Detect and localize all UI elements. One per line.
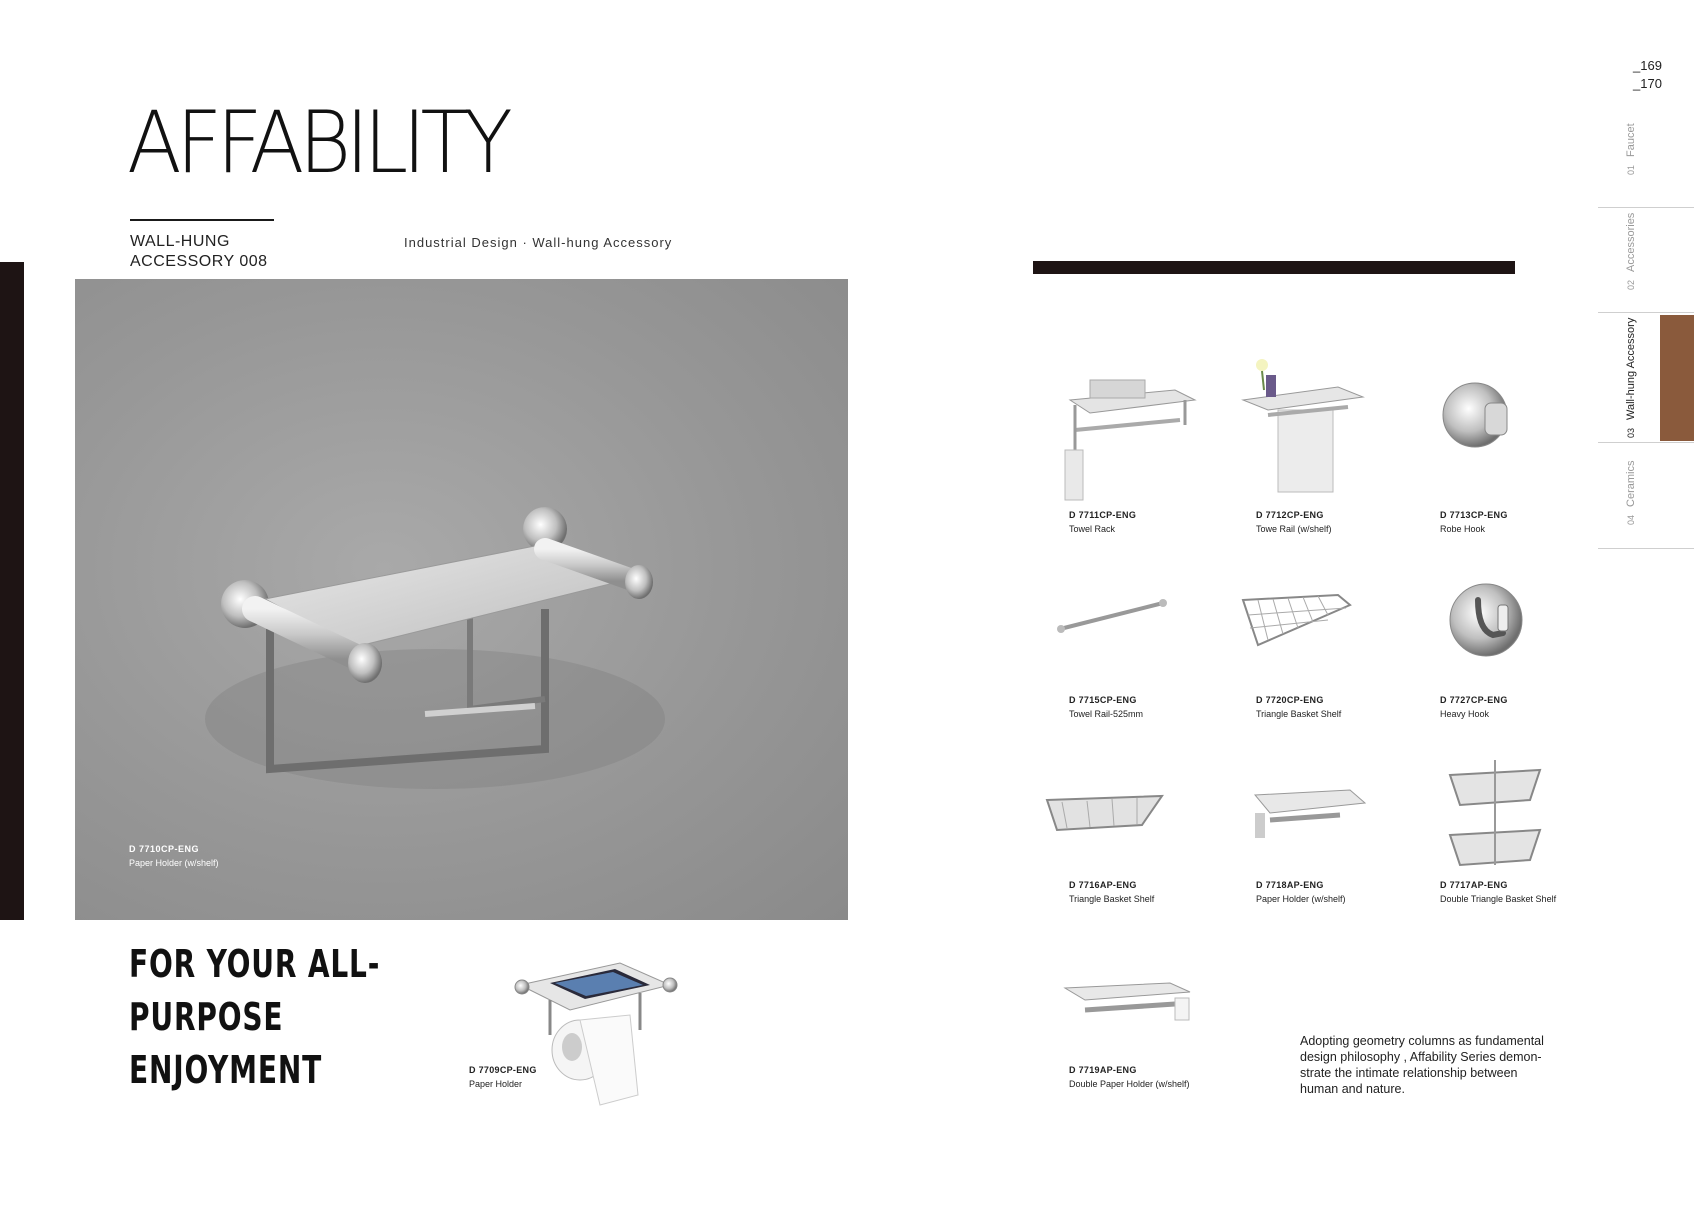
sidebar-item-faucet[interactable] <box>1625 123 1637 175</box>
product-name: Paper Holder <box>469 1079 523 1089</box>
product-code: D 7719AP-ENG <box>1069 1065 1137 1075</box>
product-name: Towel Rail-525mm <box>1069 709 1144 719</box>
sidebar-item-number: 02 <box>1626 279 1636 290</box>
product-caption-6 <box>1440 693 1508 721</box>
product-caption-5 <box>1256 693 1341 721</box>
product-image-heavy-hook <box>1448 575 1528 665</box>
hero-product-code: D 7710CP-ENG <box>129 844 200 854</box>
product-code: D 7713CP-ENG <box>1440 510 1508 520</box>
featured-product-caption <box>469 1063 537 1091</box>
sidebar-divider <box>1598 442 1694 443</box>
product-image-paper-holder-shelf <box>1250 785 1370 845</box>
section-bar <box>1033 261 1515 274</box>
product-code: D 7717AP-ENG <box>1440 880 1508 890</box>
slogan-line-3: ENJOYMENT <box>129 1048 323 1092</box>
product-name: Triangle Basket Shelf <box>1256 709 1342 719</box>
series-line-2: ACCESSORY 008 <box>130 253 268 270</box>
series-label <box>130 232 268 272</box>
sidebar-item-ceramics[interactable] <box>1625 460 1637 525</box>
sidebar-item-wall-hung-accessory[interactable] <box>1625 317 1637 438</box>
product-code: D 7715CP-ENG <box>1069 695 1137 705</box>
title-rule <box>130 219 274 221</box>
hero-caption <box>129 842 219 870</box>
description-line: Adopting geometry columns as fundamental <box>1300 1034 1544 1048</box>
product-image-towel-rack <box>1060 375 1200 505</box>
product-image-towel-rail <box>1055 595 1170 635</box>
hero-photo <box>75 279 848 920</box>
product-name: Paper Holder (w/shelf) <box>1256 894 1346 904</box>
series-line-1: WALL-HUNG <box>130 233 230 250</box>
product-caption-8 <box>1256 878 1346 906</box>
page-numbers <box>1633 57 1662 93</box>
product-code: D 7711CP-ENG <box>1069 510 1137 520</box>
series-description <box>1300 1033 1570 1097</box>
product-code: D 7727CP-ENG <box>1440 695 1508 705</box>
product-caption-10 <box>1069 1063 1190 1091</box>
description-line: human and nature. <box>1300 1082 1405 1096</box>
tagline: Industrial Design · Wall-hung Accessory <box>404 235 673 250</box>
product-code: D 7709CP-ENG <box>469 1065 537 1075</box>
product-name: Triangle Basket Shelf <box>1069 894 1155 904</box>
sidebar-item-label: Wall-hung Accessory <box>1625 317 1637 420</box>
sidebar-divider <box>1598 312 1694 313</box>
hero-product-name: Paper Holder (w/shelf) <box>129 858 219 868</box>
product-name: Towel Rack <box>1069 524 1116 534</box>
paper-holder-shelf-illustration <box>75 279 848 920</box>
product-code: D 7712CP-ENG <box>1256 510 1324 520</box>
slogan-line-1: FOR YOUR ALL- <box>129 942 381 986</box>
product-name: Towe Rail (w/shelf) <box>1256 524 1332 534</box>
sidebar-item-label: Faucet <box>1625 123 1637 157</box>
product-name: Double Triangle Basket Shelf <box>1440 894 1557 904</box>
slogan-line-2: PURPOSE <box>129 995 284 1039</box>
product-image-triangle-basket <box>1238 590 1353 650</box>
product-caption-4 <box>1069 693 1143 721</box>
sidebar-item-label: Accessories <box>1625 212 1637 272</box>
product-code: D 7718AP-ENG <box>1256 880 1324 890</box>
product-image-towel-rail-shelf <box>1238 355 1368 495</box>
product-name: Double Paper Holder (w/shelf) <box>1069 1079 1190 1089</box>
sidebar-divider <box>1598 548 1694 549</box>
sidebar-item-number: 03 <box>1626 427 1636 438</box>
slogan <box>129 938 380 1097</box>
sidebar-active-indicator <box>1660 315 1694 441</box>
product-caption-3 <box>1440 508 1508 536</box>
sidebar-item-accessories[interactable] <box>1625 212 1637 290</box>
page-number-right: _170 <box>1633 76 1662 91</box>
sidebar-item-number: 04 <box>1626 514 1636 525</box>
sidebar-divider <box>1598 207 1694 208</box>
product-code: D 7716AP-ENG <box>1069 880 1137 890</box>
product-image-robe-hook <box>1440 375 1520 455</box>
product-name: Robe Hook <box>1440 524 1486 534</box>
product-code: D 7720CP-ENG <box>1256 695 1324 705</box>
page-number-left: _169 <box>1633 58 1662 73</box>
product-caption-9 <box>1440 878 1556 906</box>
product-image-double-triangle-basket <box>1445 755 1550 875</box>
sidebar-item-number: 01 <box>1626 164 1636 175</box>
product-caption-2 <box>1256 508 1332 536</box>
product-image-double-paper-holder <box>1060 980 1195 1030</box>
description-line: strate the intimate relationship between <box>1300 1066 1518 1080</box>
product-image-triangle-basket-shelf <box>1042 790 1172 840</box>
product-name: Heavy Hook <box>1440 709 1490 719</box>
left-edge-bar <box>0 262 24 920</box>
sidebar-item-label: Ceramics <box>1625 460 1637 507</box>
description-line: design philosophy , Affability Series demon- <box>1300 1050 1542 1064</box>
brand-title: AFFABILITY <box>127 93 508 193</box>
product-caption-1 <box>1069 508 1136 536</box>
product-caption-7 <box>1069 878 1154 906</box>
